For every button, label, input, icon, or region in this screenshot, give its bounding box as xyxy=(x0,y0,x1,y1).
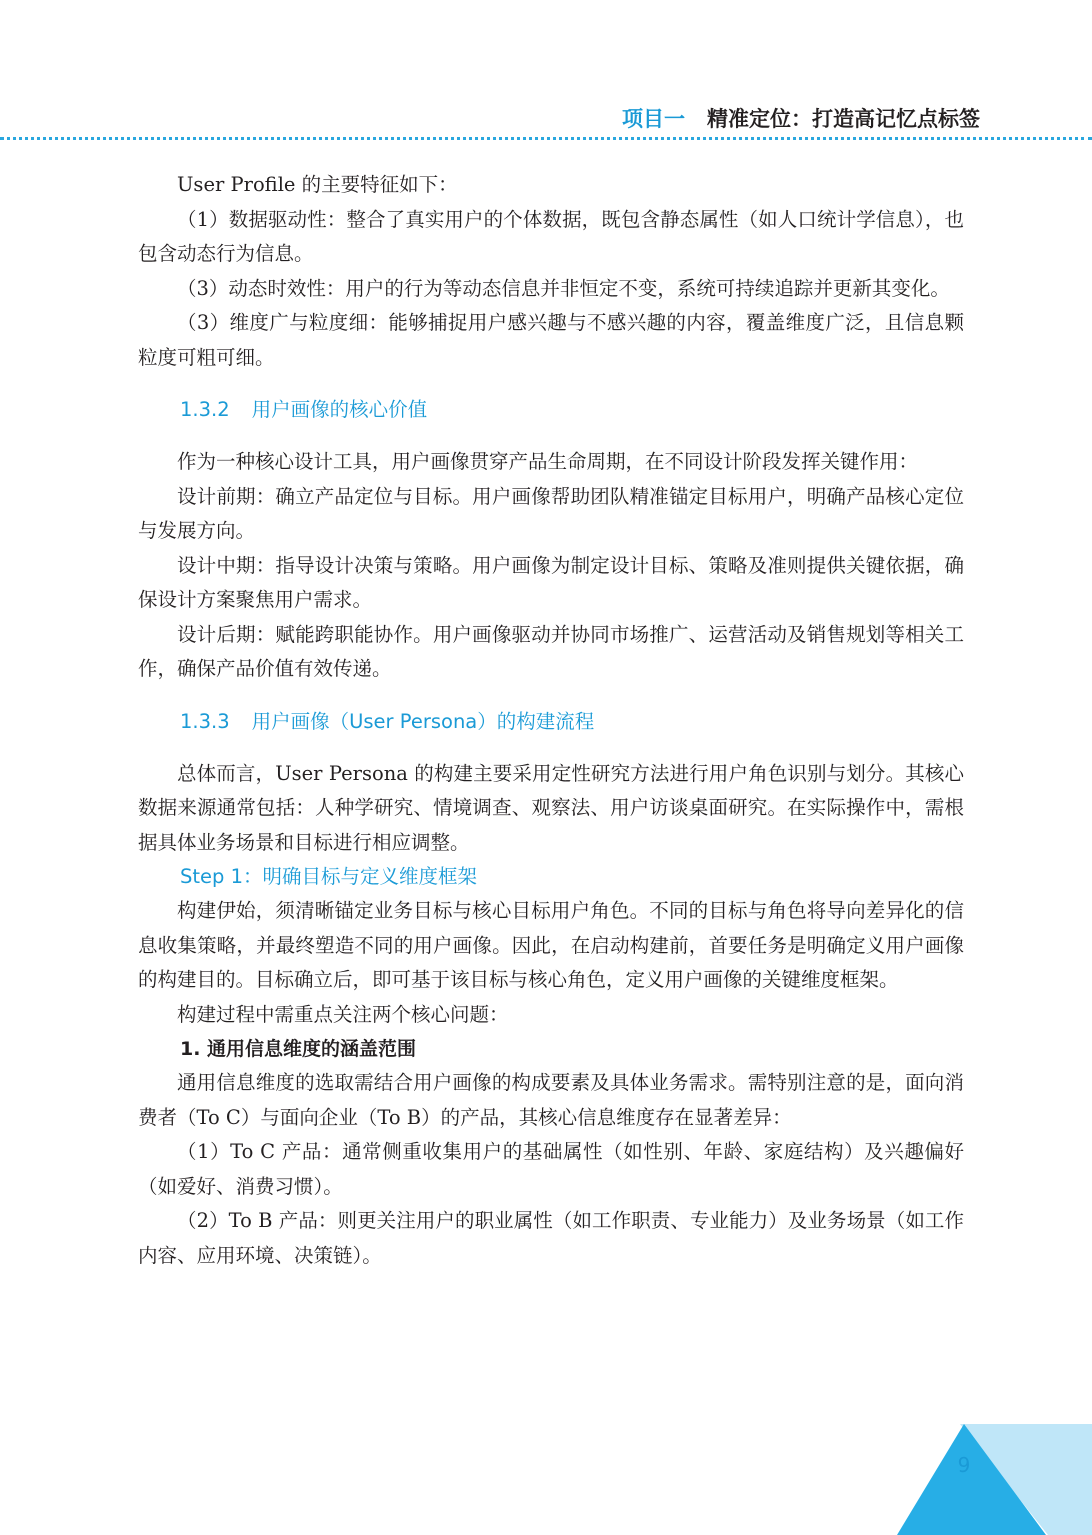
paragraph-feature-1: （1）数据驱动性：整合了真实用户的个体数据，既包含静态属性（如人口统计学信息），也包含动态行为信息。 xyxy=(138,207,964,265)
paragraph-value-intro: 作为一种核心设计工具，用户画像贯穿产品生命周期，在不同设计阶段发挥关键作用： xyxy=(177,450,919,473)
paragraph-value-mid: 设计中期：指导设计决策与策略。用户画像为制定设计目标、策略及准则提供关键依据，确保设计方案聚焦用户需求。 xyxy=(138,553,964,611)
section-title: 用户画像的核心价值 xyxy=(251,398,428,421)
header-project-label: 项目一 xyxy=(622,107,685,131)
step-heading-1: Step 1：明确目标与定义维度框架 xyxy=(180,865,478,888)
paragraph-step1-1: 构建伊始，须清晰锚定业务目标与核心目标用户角色。不同的目标与角色将导向差异化的信息收集策略，并最终塑造不同的用户画像。因此，在启动构建前，首要任务是明确定义用户画像的构建目的。目标确立后，即可基于该目标与核心角色，定义用户画像的关键维度框架。 xyxy=(138,899,964,991)
section-number: 1.3.2 xyxy=(180,398,230,421)
section-number: 1.3.3 xyxy=(180,709,230,733)
paragraph-value-early: 设计前期：确立产品定位与目标。用户画像帮助团队精准锚定目标用户，明确产品核心定位与发展方向。 xyxy=(138,484,964,542)
paragraph-step1-2: 构建过程中需重点关注两个核心问题： xyxy=(177,1002,509,1026)
paragraph-value-late: 设计后期：赋能跨职能协作。用户画像驱动并协同市场推广、运营活动及销售规划等相关工作，确保产品价值有效传递。 xyxy=(138,622,964,680)
paragraph-feature-2: （3）动态时效性：用户的行为等动态信息并非恒定不变，系统可持续追踪并更新其变化。 xyxy=(177,276,950,300)
paragraph-dimensions: 通用信息维度的选取需结合用户画像的构成要素及具体业务需求。需特别注意的是，面向消费者（To C）与面向企业（To B）的产品，其核心信息维度存在显著差异： xyxy=(138,1071,964,1129)
paragraph-process-intro: 总体而言，User Persona 的构建主要采用定性研究方法进行用户角色识别与划分。其核心数据来源通常包括：人种学研究、情境调查、观察法、用户访谈桌面研究。在实际操作中，需根据具体业务场景和目标进行相应调整。 xyxy=(138,761,964,854)
section-title: 用户画像（User Persona）的构建流程 xyxy=(251,709,595,733)
paragraph-to-c: （1）To C 产品：通常侧重收集用户的基础属性（如性别、年龄、家庭结构）及兴趣偏好（如爱好、消费习惯）。 xyxy=(138,1140,964,1198)
page-number: 9 xyxy=(957,1453,971,1477)
paragraph-to-b: （2）To B 产品：则更关注用户的职业属性（如工作职责、专业能力）及业务场景（如工作内容、应用环境、决策链）。 xyxy=(138,1209,964,1267)
paragraph-feature-3: （3）维度广与粒度细：能够捕捉用户感兴趣与不感兴趣的内容，覆盖维度广泛，且信息颗粒度可粗可细。 xyxy=(138,311,964,369)
paragraph-intro: User Profile 的主要特征如下： xyxy=(177,173,458,196)
header-chapter-title: 精准定位：打造高记忆点标签 xyxy=(707,107,980,131)
subheading-general-dimensions: 1. 通用信息维度的涵盖范围 xyxy=(180,1038,417,1060)
